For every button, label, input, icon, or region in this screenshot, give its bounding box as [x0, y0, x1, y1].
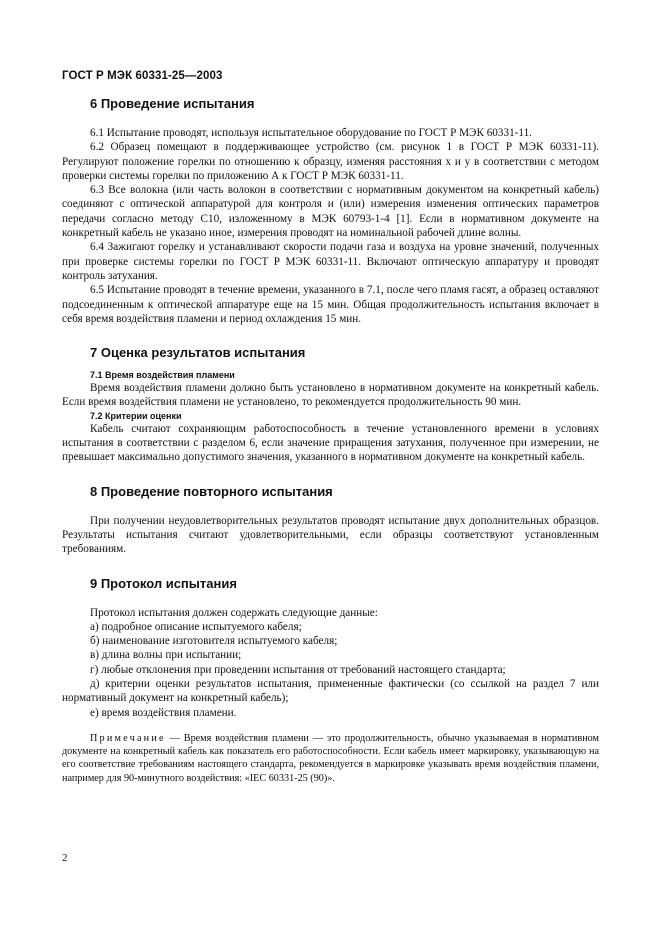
paragraph-6-1: 6.1 Испытание проводят, используя испытательное оборудование по ГОСТ Р МЭК 60331-11.: [90, 127, 532, 139]
paragraph-6-5: 6.5 Испытание проводят в течение времени, указанного в 7.1, после чего пламя гасят, а образец оставляют подсоединенным к оптической аппаратуре еще на 15 мин. Общая продолжительность испытания включает в себя время воздействия пламени и период охлаждения 15 мин.: [62, 284, 599, 325]
list-item: а) подробное описание испытуемого кабеля;: [90, 620, 302, 633]
paragraph-6-3: 6.3 Все волокна (или часть волокон в соответствии с нормативным документом на конкретный кабель) соединяют с оптической аппаратурой для контроля и (или) измерения изменения оптических параметров передачи согласно методу С10, изложенному в МЭК 60793-1-4 [1]. Если в нормативном документе на конкретный кабель не указано иное, измерения проводят на номинальной рабочей длине волны.: [62, 184, 599, 240]
list-item: в) длина волны при испытании;: [90, 649, 242, 662]
list-item: д) критерии оценки результатов испытания, примененные фактически (со ссылкой на раздел 7 или нормативный документ на конкретный кабель);: [62, 678, 599, 705]
standard-header: ГОСТ Р МЭК 60331-25—2003: [62, 70, 223, 82]
subsection-7-2-title: 7.2 Критерии оценки: [90, 410, 182, 421]
note-paragraph: [62, 732, 599, 785]
note-text: — Время воздействия пламени — это продолжительность, обычно указываемая в нормативном документе на конкретный кабель как показатель его работоспособности. Если кабель имеет маркировку, указывающую на его соответствие требованиям настоящего стандарта, рекомендуется в маркировке указывать время воздействия пламени, например для 90-минутного воздействия: «IEC 60331-25 (90)».: [62, 732, 599, 784]
section-8-title: 8 Проведение повторного испытания: [90, 483, 333, 499]
list-item: г) любые отклонения при проведении испытания от требований настоящего стандарта;: [90, 663, 506, 676]
paragraph-7-2: Кабель считают сохраняющим работоспособность в течение установленного времени в условиях испытания в соответствии с разделом 6, если значение приращения затухания, полученное при измерении, не превышает максимально допустимого значения, указанного в нормативном документе на конкретный кабель.: [62, 422, 599, 464]
section-7-title: 7 Оценка результатов испытания: [90, 345, 306, 361]
note-label: Примечание: [90, 732, 166, 744]
paragraph-7-1: Время воздействия пламени должно быть установлено в нормативном документе на конкретный кабель. Если время воздействия пламени не установлено, то рекомендуется продолжительность 90 мин.: [62, 382, 599, 409]
protocol-items-list: [62, 620, 599, 720]
list-item: е) время воздействия пламени.: [90, 706, 237, 719]
paragraph-9-intro: Протокол испытания должен содержать следующие данные:: [90, 606, 378, 619]
subsection-7-1-title: 7.1 Время воздействия пламени: [90, 370, 235, 381]
page-content: [62, 96, 599, 785]
paragraph-8-1: При получении неудовлетворительных результатов проводят испытание двух дополнительных образцов. Результаты испытания считают удовлетворительными, если образцы соответствуют установленным требованиям.: [62, 514, 599, 556]
paragraph-6-2: 6.2 Образец помещают в поддерживающее устройство (см. рисунок 1 в ГОСТ Р МЭК 60331-11). Регулируют положение горелки по отношению к образцу, изменяя расстояния x и y в соответствии с методом проверки системы горелки по приложению А к ГОСТ Р МЭК 60331-11.: [62, 141, 599, 182]
section-9-title: 9 Протокол испытания: [90, 575, 237, 591]
list-item: б) наименование изготовителя испытуемого кабеля;: [90, 635, 338, 648]
paragraph-6-4: 6.4 Зажигают горелку и устанавливают скорости подачи газа и воздуха на уровне значений, полученных при проверке системы горелки по ГОСТ Р МЭК 60331-11. Включают оптическую аппаратуру и проводят контроль затухания.: [62, 241, 599, 282]
page-number: 2: [62, 852, 68, 864]
section-6-title: 6 Проведение испытания: [90, 96, 255, 111]
